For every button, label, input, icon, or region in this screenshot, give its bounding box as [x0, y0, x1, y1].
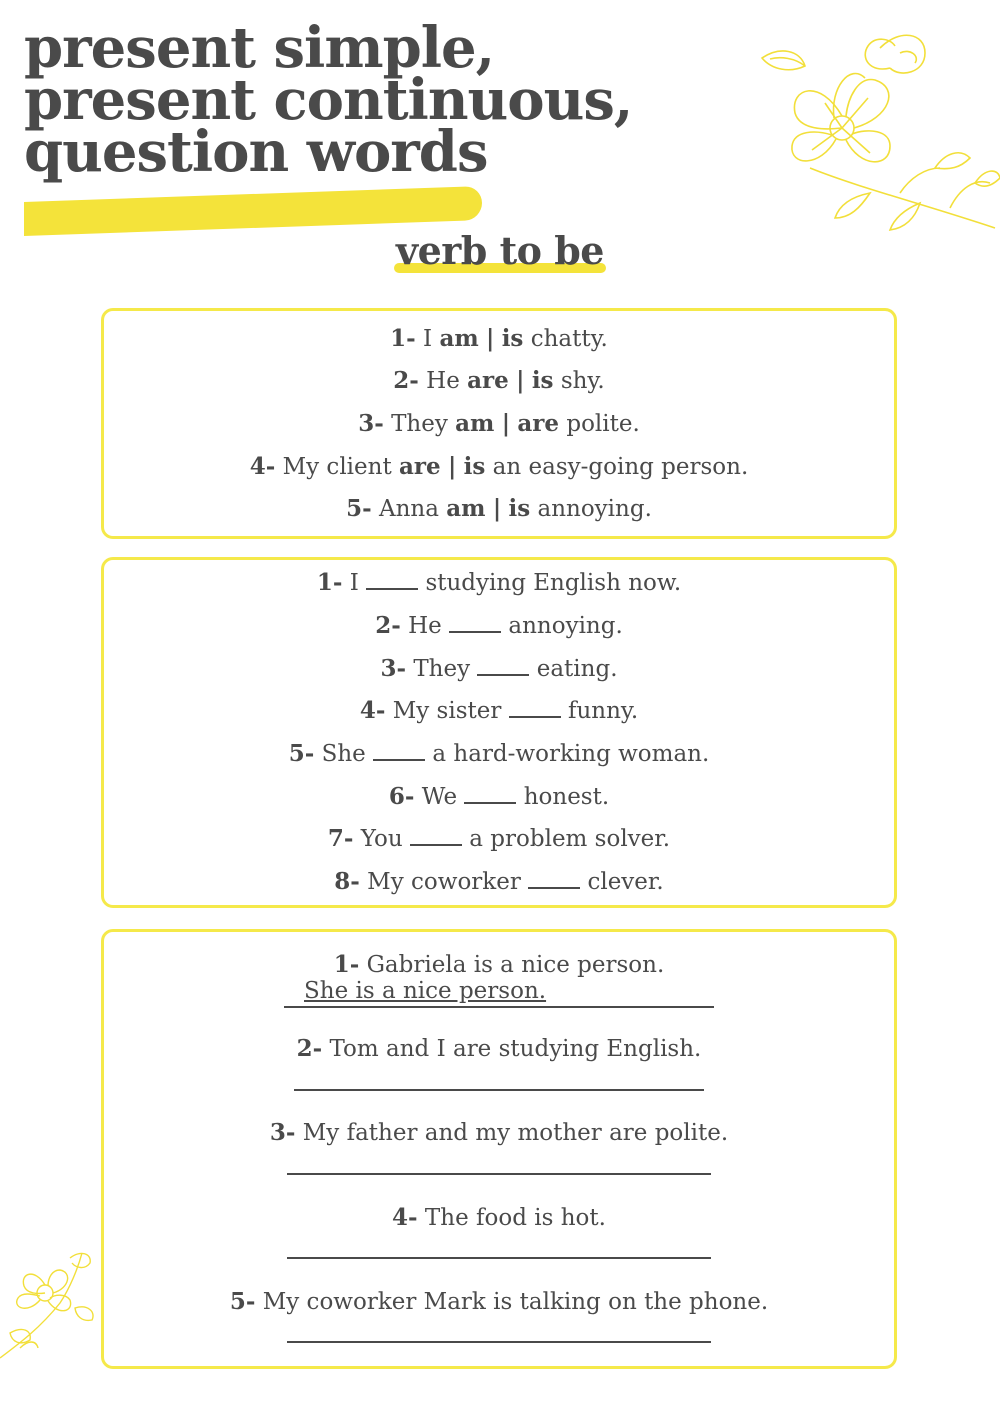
answer-line[interactable]	[287, 1257, 711, 1259]
fill-in-blank[interactable]	[477, 656, 529, 676]
exercise-item	[104, 868, 894, 895]
exercise-item	[104, 951, 894, 978]
item-number: 8-	[334, 868, 360, 895]
exercise-item	[104, 569, 894, 596]
option-a[interactable]: am	[446, 495, 486, 522]
exercise-item	[104, 697, 894, 724]
item-number: 4-	[359, 697, 386, 724]
exercise-item	[104, 453, 894, 480]
item-number: 3-	[358, 410, 384, 437]
option-b[interactable]: is	[463, 453, 486, 480]
item-text: chatty.	[530, 326, 608, 352]
answer-line[interactable]	[294, 1089, 704, 1091]
item-number: 7-	[327, 825, 354, 852]
option-b[interactable]: are	[517, 410, 560, 437]
item-text: My coworker	[367, 869, 521, 895]
option-a[interactable]: am	[455, 410, 495, 437]
item-sentence: My coworker Mark is talking on the phone.	[262, 1289, 769, 1315]
option-separator: |	[516, 367, 525, 394]
item-number: 2-	[296, 1035, 323, 1062]
exercise-item	[104, 325, 894, 352]
exercise-item	[104, 495, 894, 522]
exercise-item	[104, 783, 894, 810]
item-text: shy.	[560, 368, 605, 394]
item-text: funny.	[567, 698, 639, 724]
item-number: 5-	[229, 1288, 256, 1315]
option-separator: |	[486, 325, 495, 352]
exercise-item	[104, 1288, 894, 1315]
item-sentence: Gabriela is a nice person.	[366, 952, 665, 978]
exercise-item	[104, 740, 894, 767]
answer-line[interactable]	[287, 1341, 711, 1343]
item-text: studying English now.	[425, 570, 682, 596]
fill-in-blank[interactable]	[509, 698, 561, 718]
item-number: 5-	[346, 495, 372, 522]
item-number: 3-	[380, 655, 407, 682]
item-text: a problem solver.	[469, 826, 671, 852]
exercise-box-2	[101, 557, 897, 908]
option-b[interactable]: is	[508, 495, 531, 522]
fill-in-blank[interactable]	[464, 784, 516, 804]
page-title	[24, 15, 633, 185]
item-number: 4-	[249, 453, 276, 480]
title-line-2: present continuous,	[24, 67, 633, 133]
exercise-item	[104, 367, 894, 394]
item-sentence: Tom and I are studying English.	[329, 1036, 702, 1062]
item-text: annoying.	[537, 496, 652, 522]
item-text: clever.	[587, 869, 664, 895]
exercise-item	[104, 1035, 894, 1062]
exercise-item	[104, 655, 894, 682]
item-number: 2-	[375, 612, 401, 639]
exercise-box-1	[101, 308, 897, 539]
item-number: 1-	[333, 951, 360, 978]
fill-in-blank[interactable]	[410, 826, 462, 846]
fill-in-blank[interactable]	[366, 570, 418, 590]
title-line-3: question words	[24, 119, 488, 185]
option-separator: |	[447, 453, 457, 480]
item-text: He	[408, 613, 442, 639]
option-b[interactable]: is	[531, 367, 554, 394]
flower-decoration-icon	[0, 1248, 100, 1368]
exercise-item	[104, 1119, 894, 1146]
item-text: polite.	[566, 411, 640, 437]
exercise-item	[104, 612, 894, 639]
fill-in-blank[interactable]	[373, 741, 425, 761]
example-answer: She is a nice person.	[304, 978, 547, 1004]
item-text: honest.	[523, 784, 610, 810]
item-number: 5-	[288, 740, 315, 767]
option-a[interactable]: am	[439, 325, 479, 352]
item-text: a hard-working woman.	[432, 741, 710, 767]
item-number: 2-	[393, 367, 419, 394]
item-text: My sister	[392, 698, 502, 724]
item-text: I	[349, 570, 359, 596]
item-number: 4-	[392, 1204, 418, 1231]
flower-decoration-icon	[750, 18, 1000, 243]
item-number: 1-	[390, 325, 416, 352]
item-sentence: My father and my mother are polite.	[302, 1120, 729, 1146]
section-heading	[392, 228, 608, 273]
exercise-item	[104, 1204, 894, 1231]
item-text: He	[426, 368, 460, 394]
item-text: They	[391, 411, 448, 437]
exercise-item	[104, 410, 894, 437]
option-a[interactable]: are	[467, 367, 509, 394]
item-text: They	[413, 656, 471, 682]
option-separator: |	[492, 495, 502, 522]
fill-in-blank[interactable]	[449, 613, 501, 633]
fill-in-blank[interactable]	[528, 869, 580, 889]
option-b[interactable]: is	[501, 325, 524, 352]
item-text: an easy-going person.	[492, 454, 749, 480]
item-number: 3-	[269, 1119, 296, 1146]
title-line-1: present simple,	[24, 15, 495, 81]
item-text: annoying.	[508, 613, 623, 639]
item-text: Anna	[378, 496, 439, 522]
item-text: You	[360, 826, 403, 852]
item-text: We	[421, 784, 458, 810]
item-sentence: The food is hot.	[424, 1205, 606, 1231]
item-text: eating.	[536, 656, 618, 682]
option-a[interactable]: are	[399, 453, 441, 480]
section-heading-text: verb to be	[396, 228, 604, 273]
exercise-item	[104, 825, 894, 852]
option-separator: |	[501, 410, 511, 437]
exercise-box-3	[101, 929, 897, 1369]
answer-line[interactable]	[284, 1006, 714, 1008]
item-text: I	[423, 326, 433, 352]
item-number: 6-	[388, 783, 415, 810]
item-number: 1-	[316, 569, 343, 596]
item-text: My client	[282, 454, 392, 480]
item-text: She	[321, 741, 366, 767]
answer-line[interactable]	[287, 1173, 711, 1175]
